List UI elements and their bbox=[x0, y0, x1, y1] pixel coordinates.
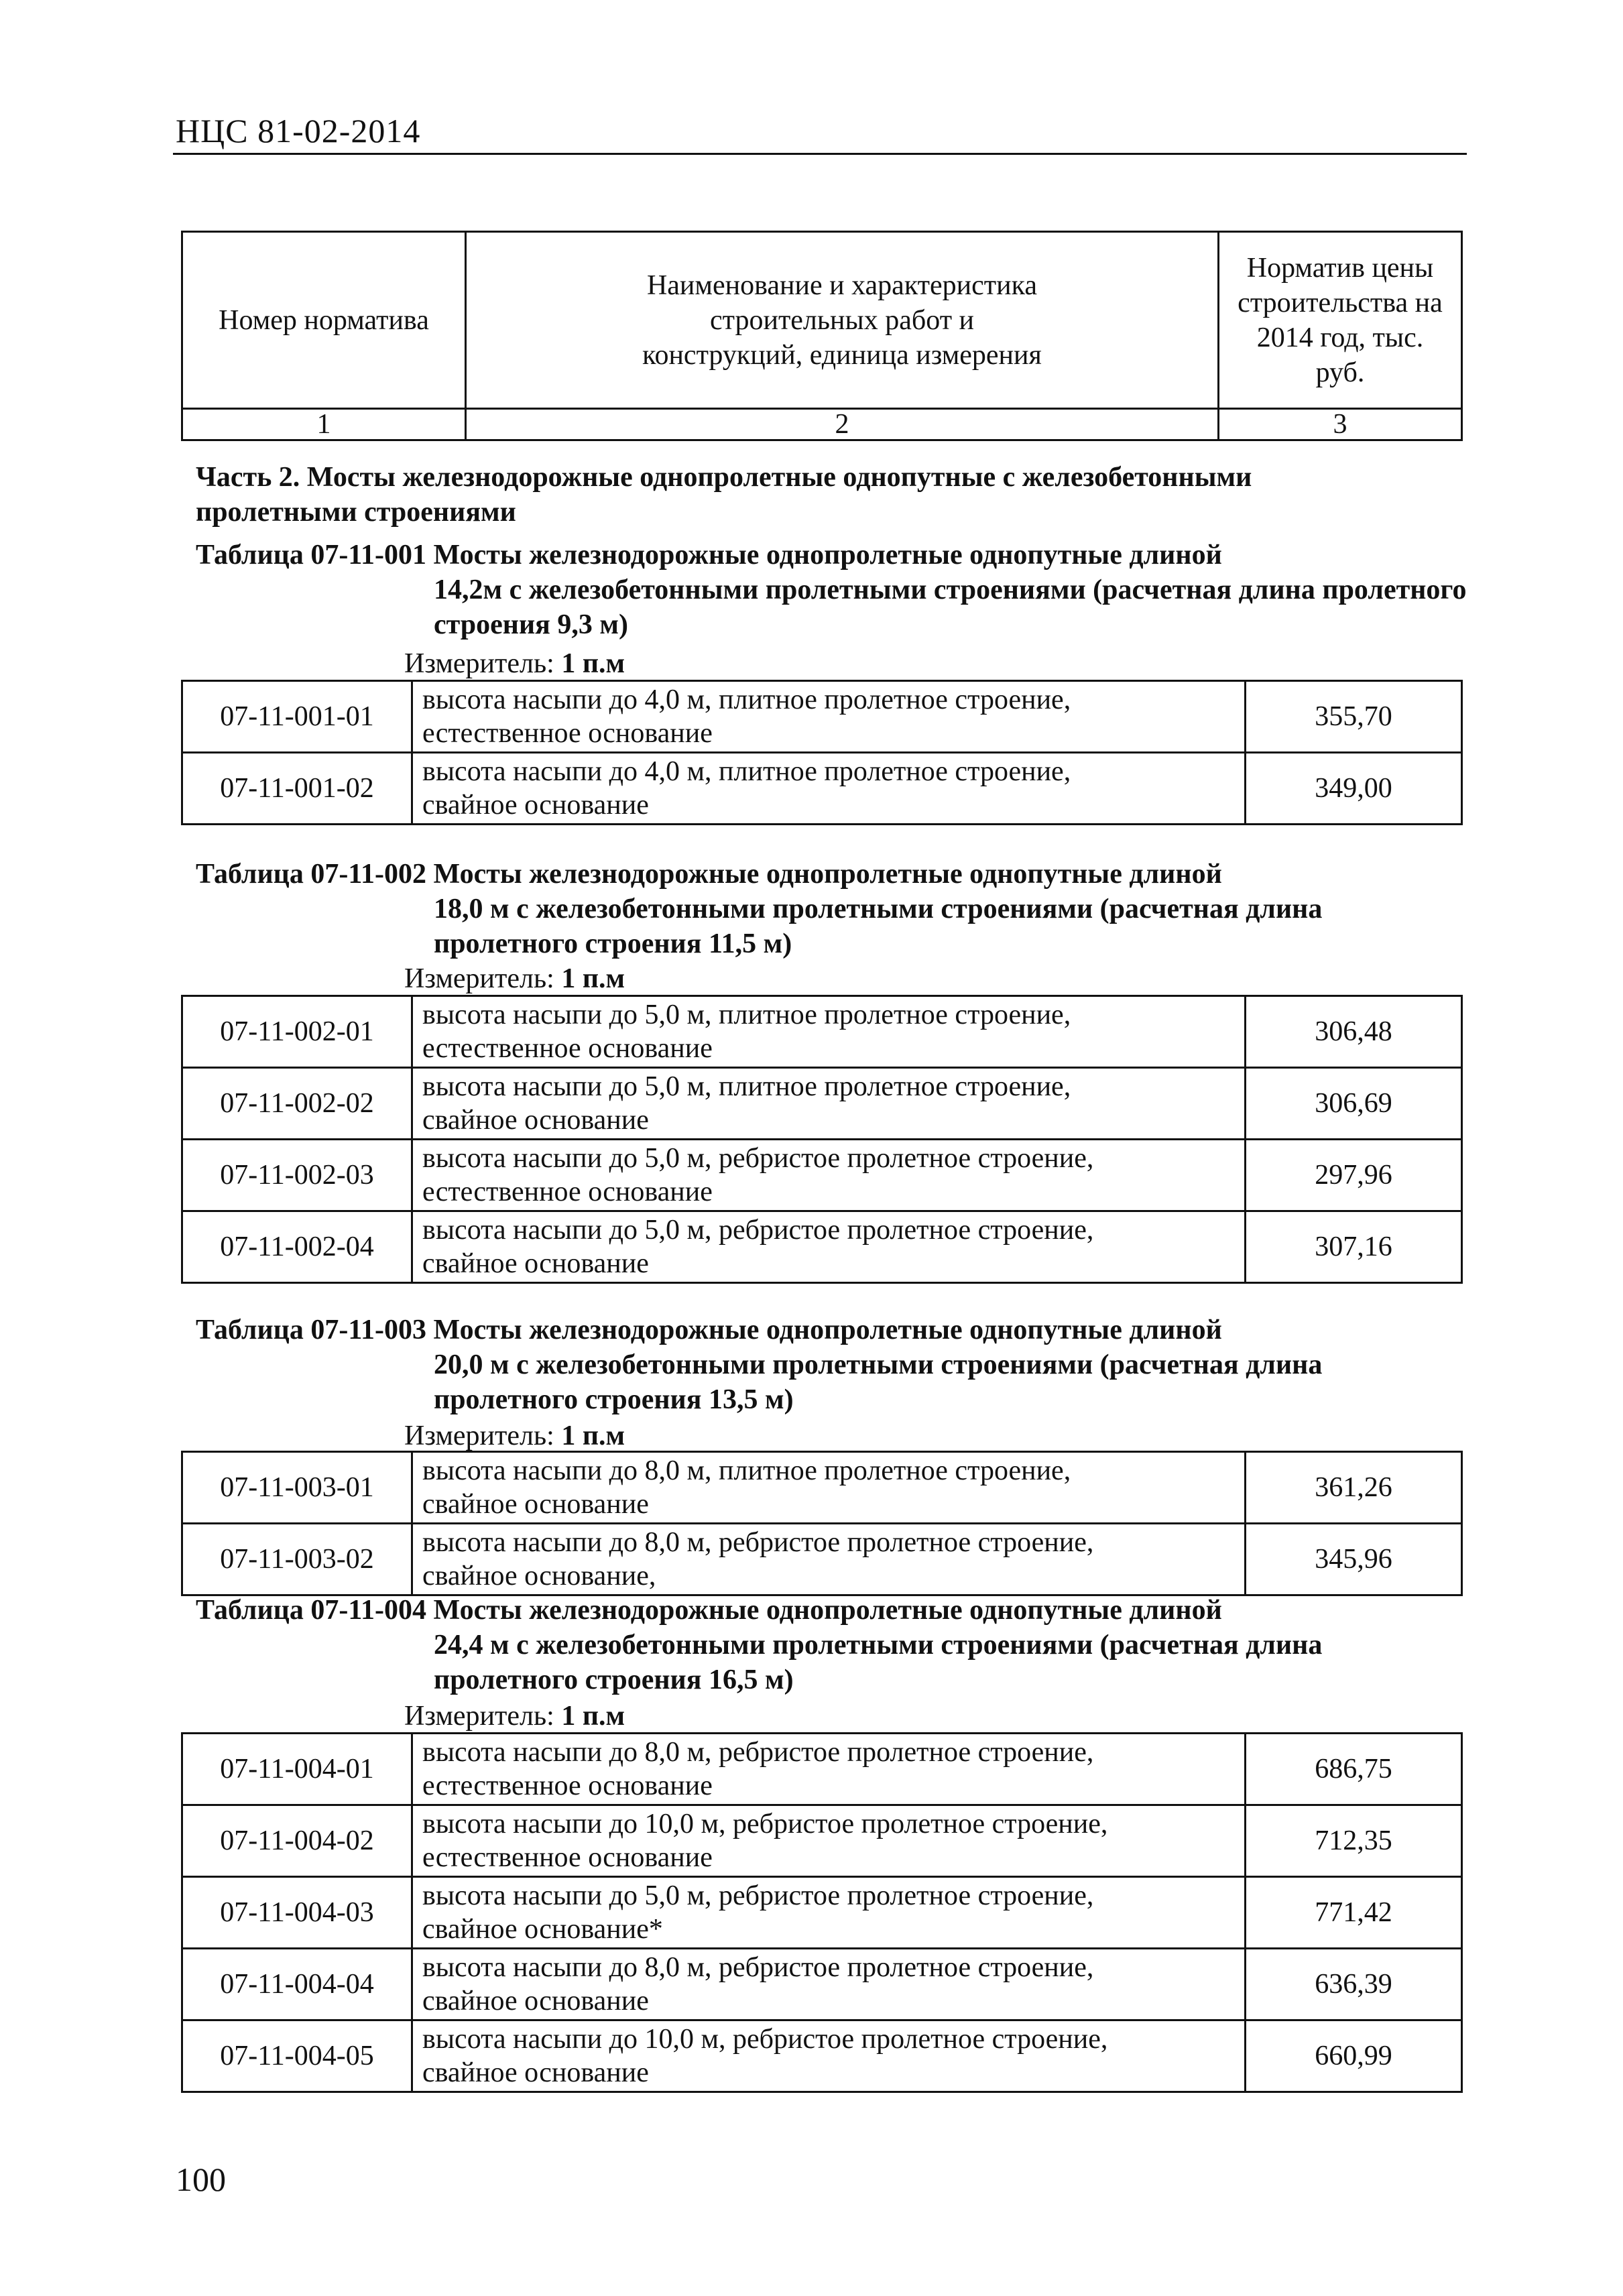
table-row bbox=[182, 1140, 1462, 1211]
norm-description bbox=[412, 2020, 1246, 2092]
page-number: 100 bbox=[176, 2161, 226, 2198]
norm-description bbox=[412, 1734, 1246, 1805]
norm-description bbox=[412, 1452, 1246, 1524]
table-title-rest: 18,0 м с железобетонными пролетными строениями (расчетная длина пролетного строения 11,5 м) bbox=[434, 894, 1323, 959]
table-title-lead: Таблица 07-11-003 Мосты железнодорожные однопролетные однопутные длиной bbox=[196, 1315, 1222, 1345]
table-row bbox=[182, 1068, 1462, 1140]
description-line: высота насыпи до 10,0 м, ребристое пролетное строение, bbox=[422, 1809, 1108, 1839]
norm-code: 07-11-001-01 bbox=[182, 681, 412, 753]
measure-label: Измеритель: bbox=[404, 1701, 554, 1732]
norm-table bbox=[181, 1451, 1463, 1596]
norm-code: 07-11-004-05 bbox=[182, 2020, 412, 2092]
norm-description bbox=[412, 681, 1246, 753]
description-line: естественное основание bbox=[422, 1842, 713, 1873]
norm-code: 07-11-002-02 bbox=[182, 1068, 412, 1140]
table-title-rest: 14,2м с железобетонными пролетными строениями (расчетная длина пролетного строения 9,3 м) bbox=[434, 575, 1467, 640]
measure-value: 1 п.м bbox=[561, 963, 625, 994]
column-header-price: Норматив цены строительства на 2014 год, тыс. руб. bbox=[1219, 232, 1462, 409]
measure-unit bbox=[404, 1420, 625, 1452]
norm-code: 07-11-002-03 bbox=[182, 1140, 412, 1211]
norm-price: 355,70 bbox=[1246, 681, 1462, 753]
norm-price: 306,69 bbox=[1246, 1068, 1462, 1140]
description-line: высота насыпи до 5,0 м, плитное пролетное строение, bbox=[422, 1071, 1071, 1102]
column-header-table bbox=[181, 231, 1463, 441]
description-line: высота насыпи до 4,0 м, плитное пролетное строение, bbox=[422, 684, 1071, 715]
description-line: высота насыпи до 4,0 м, плитное пролетное строение, bbox=[422, 756, 1071, 787]
norm-description bbox=[412, 996, 1246, 1068]
description-line: свайное основание bbox=[422, 1105, 649, 1136]
table-row bbox=[182, 1524, 1462, 1595]
table-title-lead: Таблица 07-11-001 Мосты железнодорожные однопролетные однопутные длиной bbox=[196, 540, 1222, 570]
norm-description bbox=[412, 1877, 1246, 1949]
table-title-lead: Таблица 07-11-004 Мосты железнодорожные однопролетные однопутные длиной bbox=[196, 1595, 1222, 1626]
description-line: естественное основание bbox=[422, 1770, 713, 1801]
norm-description bbox=[412, 1524, 1246, 1595]
table-row bbox=[182, 1949, 1462, 2020]
table-row bbox=[182, 1877, 1462, 1949]
norm-description bbox=[412, 1805, 1246, 1877]
table-title bbox=[196, 1313, 1469, 1417]
norm-description bbox=[412, 1140, 1246, 1211]
norm-price: 361,26 bbox=[1246, 1452, 1462, 1524]
column-number-1: 1 bbox=[182, 409, 466, 440]
norm-price: 771,42 bbox=[1246, 1877, 1462, 1949]
table-title bbox=[196, 538, 1469, 642]
measure-value: 1 п.м bbox=[561, 648, 625, 679]
description-line: естественное основание bbox=[422, 1176, 713, 1207]
column-header-number: Номер норматива bbox=[182, 232, 466, 409]
table-row bbox=[182, 1805, 1462, 1877]
description-line: свайное основание bbox=[422, 790, 649, 821]
norm-price: 306,48 bbox=[1246, 996, 1462, 1068]
table-row bbox=[182, 681, 1462, 753]
description-line: высота насыпи до 8,0 м, ребристое пролетное строение, bbox=[422, 1527, 1094, 1558]
table-row bbox=[182, 1452, 1462, 1524]
description-line: высота насыпи до 5,0 м, ребристое пролетное строение, bbox=[422, 1215, 1094, 1246]
norm-table bbox=[181, 995, 1463, 1284]
column-header-name: Наименование и характеристика строительных работ и конструкций, единица измерения bbox=[466, 232, 1219, 409]
table-row bbox=[182, 1734, 1462, 1805]
description-line: свайное основание bbox=[422, 1248, 649, 1279]
norm-price: 636,39 bbox=[1246, 1949, 1462, 2020]
norm-code: 07-11-003-01 bbox=[182, 1452, 412, 1524]
measure-unit bbox=[404, 963, 625, 995]
description-line: свайное основание bbox=[422, 2057, 649, 2088]
table-title-rest: 20,0 м с железобетонными пролетными строениями (расчетная длина пролетного строения 13,5 м) bbox=[434, 1349, 1323, 1415]
column-number-3: 3 bbox=[1219, 409, 1462, 440]
measure-label: Измеритель: bbox=[404, 1421, 554, 1451]
norm-description bbox=[412, 1211, 1246, 1283]
norm-description bbox=[412, 1068, 1246, 1140]
measure-label: Измеритель: bbox=[404, 648, 554, 679]
measure-unit bbox=[404, 1700, 625, 1732]
norm-price: 297,96 bbox=[1246, 1140, 1462, 1211]
part-heading: Часть 2. Мосты железнодорожные однопролетные однопутные с железобетонными пролетными строениями bbox=[196, 462, 1252, 528]
measure-unit bbox=[404, 648, 625, 680]
norm-code: 07-11-004-01 bbox=[182, 1734, 412, 1805]
norm-price: 307,16 bbox=[1246, 1211, 1462, 1283]
description-line: высота насыпи до 8,0 м, плитное пролетное строение, bbox=[422, 1455, 1071, 1486]
norm-code: 07-11-002-04 bbox=[182, 1211, 412, 1283]
table-title bbox=[196, 857, 1469, 961]
norm-price: 345,96 bbox=[1246, 1524, 1462, 1595]
norm-code: 07-11-001-02 bbox=[182, 753, 412, 825]
norm-price: 712,35 bbox=[1246, 1805, 1462, 1877]
norm-code: 07-11-004-02 bbox=[182, 1805, 412, 1877]
norm-code: 07-11-002-01 bbox=[182, 996, 412, 1068]
header-divider bbox=[173, 153, 1467, 155]
norm-table bbox=[181, 1732, 1463, 2093]
norm-price: 660,99 bbox=[1246, 2020, 1462, 2092]
norm-description bbox=[412, 1949, 1246, 2020]
norm-description bbox=[412, 753, 1246, 825]
column-number-2: 2 bbox=[466, 409, 1219, 440]
document-code: НЦС 81-02-2014 bbox=[176, 112, 421, 149]
norm-code: 07-11-003-02 bbox=[182, 1524, 412, 1595]
measure-label: Измеритель: bbox=[404, 963, 554, 994]
measure-value: 1 п.м bbox=[561, 1701, 625, 1732]
description-line: естественное основание bbox=[422, 1033, 713, 1064]
table-row bbox=[182, 2020, 1462, 2092]
measure-value: 1 п.м bbox=[561, 1421, 625, 1451]
norm-table bbox=[181, 680, 1463, 825]
description-line: высота насыпи до 10,0 м, ребристое пролетное строение, bbox=[422, 2024, 1108, 2055]
description-line: высота насыпи до 8,0 м, ребристое пролетное строение, bbox=[422, 1737, 1094, 1768]
table-title-rest: 24,4 м с железобетонными пролетными строениями (расчетная длина пролетного строения 16,5 м) bbox=[434, 1630, 1323, 1695]
description-line: свайное основание, bbox=[422, 1561, 656, 1591]
norm-code: 07-11-004-04 bbox=[182, 1949, 412, 2020]
table-row bbox=[182, 1211, 1462, 1283]
description-line: высота насыпи до 5,0 м, плитное пролетное строение, bbox=[422, 1000, 1071, 1030]
table-title bbox=[196, 1593, 1469, 1697]
table-row bbox=[182, 753, 1462, 825]
description-line: естественное основание bbox=[422, 718, 713, 749]
description-line: высота насыпи до 8,0 м, ребристое пролетное строение, bbox=[422, 1952, 1094, 1983]
norm-code: 07-11-004-03 bbox=[182, 1877, 412, 1949]
description-line: свайное основание* bbox=[422, 1914, 663, 1945]
description-line: высота насыпи до 5,0 м, ребристое пролетное строение, bbox=[422, 1143, 1094, 1174]
description-line: свайное основание bbox=[422, 1489, 649, 1520]
description-line: высота насыпи до 5,0 м, ребристое пролетное строение, bbox=[422, 1880, 1094, 1911]
description-line: свайное основание bbox=[422, 1986, 649, 2016]
norm-price: 349,00 bbox=[1246, 753, 1462, 825]
table-row bbox=[182, 996, 1462, 1068]
norm-price: 686,75 bbox=[1246, 1734, 1462, 1805]
table-title-lead: Таблица 07-11-002 Мосты железнодорожные однопролетные однопутные длиной bbox=[196, 859, 1222, 890]
